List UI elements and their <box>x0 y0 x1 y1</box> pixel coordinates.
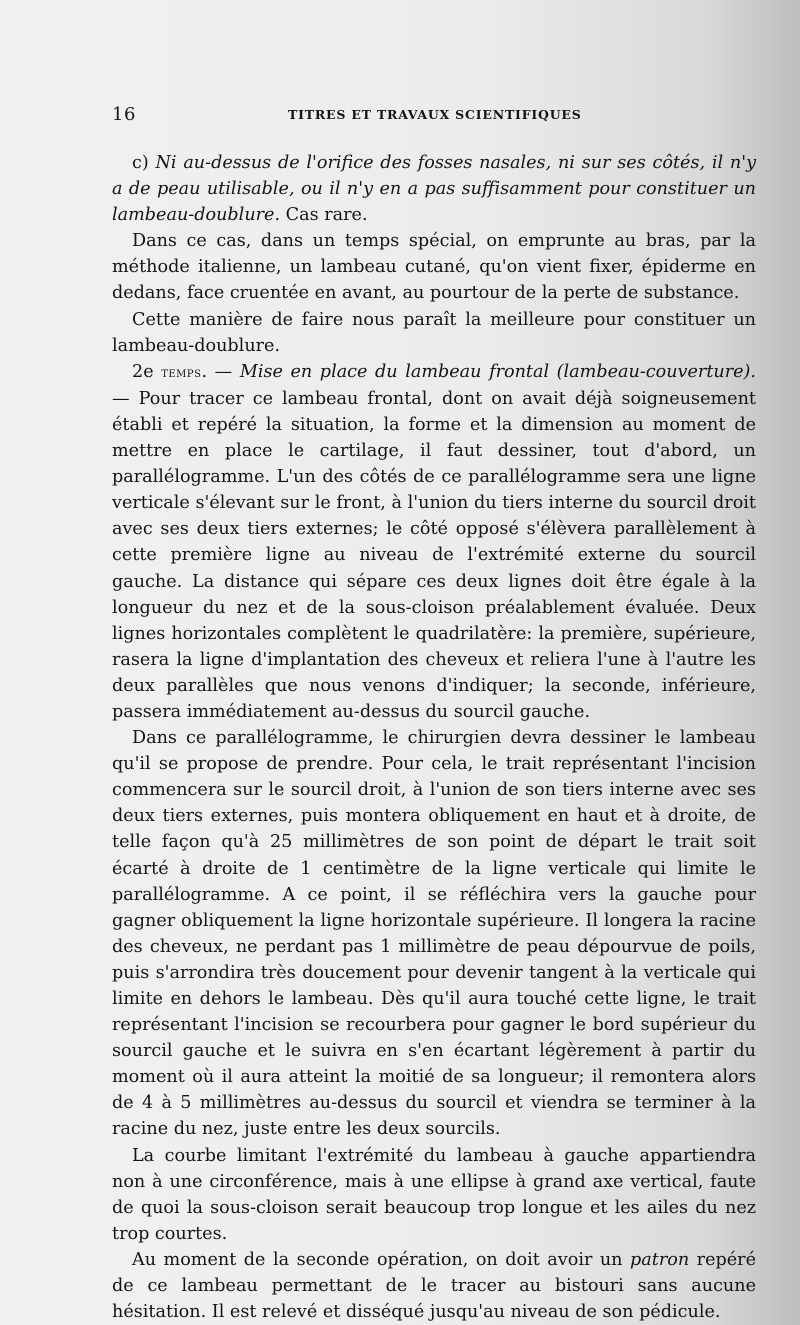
paragraph-italian-method: Dans ce cas, dans un temps spécial, on emprunte au bras, par la méthode italienne, un lambeau cutané, qu'on vient fixer, épiderme en dedans, face cruentée en avant, au pourtour de la perte de substance. <box>112 231 756 304</box>
stage-title: Mise en place du lambeau frontal (lambeau-couverture). <box>239 361 756 382</box>
case-c-prefix: c) <box>132 153 156 173</box>
stage-number: 2e <box>132 361 154 382</box>
stage-text: — Pour tracer ce lambeau frontal, dont on avait déjà soigneusement établi et repéré la situation, la forme et la dimension au moment de mettre en place le cartilage, il faut dessiner, tout d'abord, un parallélogramme. L'un des côtés de ce parallélogramme sera une ligne verticale s'élevant sur le front, à l'union du tiers interne du sourcil droit avec ses deux tiers externes; le côté opposé s'élèvera parallèlement à cette première ligne au niveau de l'extrémité externe du sourcil gauche. La distance qui sépare ces deux lignes doit être égale à la longueur du nez et de la sous-cloison préalablement évaluée. Deux lignes horizontales complètent le quadrilatère: la première, supérieure, rasera la ligne d'implantation des cheveux et reliera l'une à l'autre les deux parallèles que nous venons d'indiquer; la seconde, inférieure, passera immédiatement au-dessus du sourcil gauche. <box>112 388 756 722</box>
page-number: 16 <box>112 104 136 125</box>
case-c-suffix: Cas rare. <box>280 205 368 226</box>
paragraph-ellipse-curve: La courbe limitant l'extrémité du lambeau à gauche appartiendra non à une circonférence, mais à une ellipse à grand axe vertical, faute de quoi la sous-cloison serait beaucoup trop longue et les ailes du nez trop courtes. <box>112 1145 756 1244</box>
page-header <box>112 104 762 128</box>
paragraph-second-stage <box>112 359 756 725</box>
paragraph-case-c <box>112 150 756 228</box>
pattern-before: Au moment de la seconde opération, on doit avoir un <box>132 1249 631 1270</box>
pattern-after: repéré de ce lambeau permettant de le tracer au bistouri sans aucune hésitation. Il est relevé et disséqué jusqu'au niveau de son pédicule. <box>112 1249 756 1323</box>
stage-label: temps <box>161 364 202 381</box>
paragraph-pattern <box>112 1247 756 1325</box>
stage-dash: . — <box>201 361 240 382</box>
case-c-heading: Ni au-dessus de l'orifice des fosses nasales, ni sur ses côtés, il n'y a de peau utilisable, ou il n'y en a pas suffisamment pour constituer un lambeau-doublure. <box>112 153 757 226</box>
pattern-word: patron <box>630 1249 690 1270</box>
running-title: TITRES ET TRAVAUX SCIENTIFIQUES <box>288 107 582 122</box>
body-text <box>112 150 756 1325</box>
paragraph-best-method: Cette manière de faire nous paraît la meilleure pour constituer un lambeau-doublure. <box>112 309 756 356</box>
paragraph-incision-drawing: Dans ce parallélogramme, le chirurgien devra dessiner le lambeau qu'il se propose de prendre. Pour cela, le trait représentant l'incision commencera sur le sourcil droit, à l'union de son tiers interne avec ses deux tiers externes, puis montera obliquement en haut et à droite, de telle façon qu'à 25 millimètres de son point de départ le trait soit écarté à droite de 1 centimètre de la ligne verticale qui limite le parallélogramme. A ce point, il se réfléchira vers la gauche pour gagner obliquement la ligne horizontale supérieure. Il longera la racine des cheveux, ne perdant pas 1 millimètre de peau dépourvue de poils, puis s'arrondira très doucement pour devenir tangent à la verticale qui limite en dehors le lambeau. Dès qu'il aura touché cette ligne, le trait représentant l'incision se recourbera pour gagner le bord supérieur du sourcil gauche et le suivra en s'en écartant légèrement à partir du moment où il aura atteint la moitié de sa longueur; il remontera alors de 4 à 5 millimètres au-dessus du sourcil et viendra se terminer à la racine du nez, juste entre les deux sourcils. <box>112 728 756 1140</box>
